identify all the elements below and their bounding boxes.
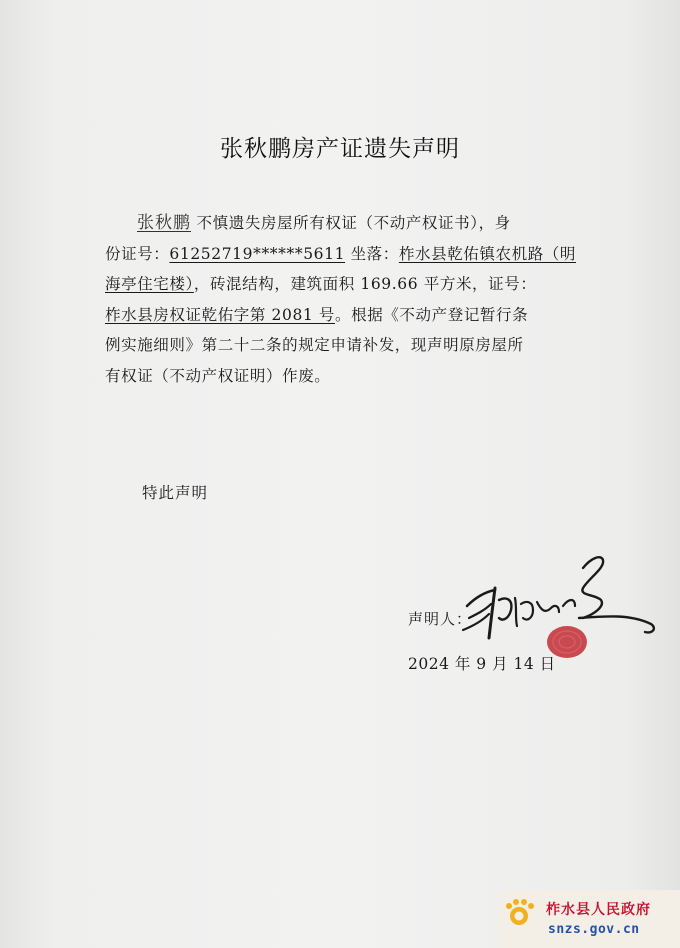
- document-title: 张秋鹏房产证遗失声明: [220, 136, 460, 162]
- body-line-5: 例实施细则》第二十二条的规定申请补发，现声明原房屋所: [105, 336, 524, 354]
- location: 柞水县乾佑镇农机路（明: [398, 244, 576, 263]
- body-line-6: 有权证（不动产权证明）作废。: [105, 366, 331, 385]
- closing-statement: 特此声明: [142, 484, 209, 502]
- footer-org-name: 柞水县人民政府: [546, 902, 651, 918]
- handwritten-signature-icon: [463, 557, 654, 638]
- footer-url: snzs.gov.cn: [548, 922, 640, 937]
- body-line-1: 张秋鹏 不慎遗失房屋所有权证（不动产权证书），身: [137, 213, 511, 233]
- declaration-body: [105, 208, 583, 391]
- declaration-date: 2024 年 9 月 14 日: [408, 655, 556, 673]
- body-line-3: 海亭住宅楼），砖混结构，建筑面积 169.66 平方米，证号：: [105, 275, 537, 293]
- declarant-label: 声明人：: [408, 610, 473, 628]
- body-line-4: 柞水县房权证乾佑字第 2081 号。根据《不动产登记暂行条: [105, 305, 529, 324]
- government-logo-icon: [502, 897, 536, 931]
- declarant-name-handwritten: 张秋鹏: [137, 213, 191, 233]
- id-number: 61252719******5611: [169, 244, 346, 263]
- body-line-2: 份证号：61252719******5611 坐落：柞水县乾佑镇农机路（明: [105, 244, 576, 263]
- location-cont: 海亭住宅楼）: [105, 275, 194, 293]
- certificate-number: 柞水县房权证乾佑字第 2081 号: [105, 305, 336, 324]
